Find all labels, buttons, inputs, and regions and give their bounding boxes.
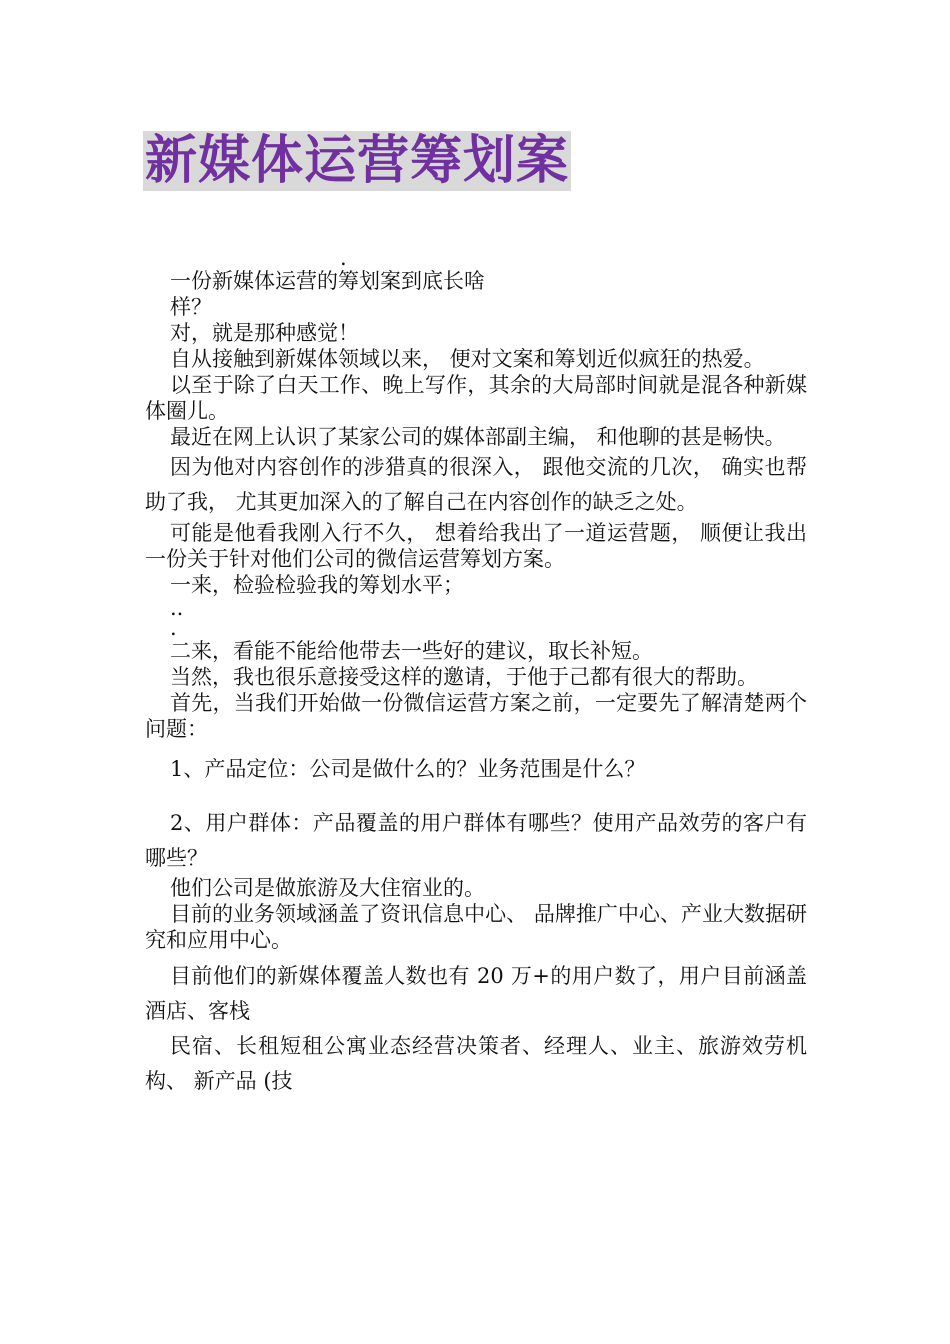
paragraph-18: 目前的业务领域涵盖了资讯信息中心、 品牌推广中心、产业大数据研究和应用中心。 [145,902,807,952]
paragraph-12: 二来，看能不能给他带去一些好的建议，取长补短。 [170,639,653,663]
paragraph-3: 对，就是那种感觉！ [170,321,359,345]
paragraph-20: 民宿、长租短租公寓业态经营决策者、经理人、业主、旅游效劳机构、 新产品 (技 [145,1034,807,1093]
paragraph-4: 自从接触到新媒体领域以来， 便对文案和筹划近似疯狂的热爱。 [170,347,765,371]
paragraph-16: 2、用户群体：产品覆盖的用户群体有哪些？使用产品效劳的客户有哪些？ [145,811,807,870]
paragraph-5: 以至于除了白天工作、晚上写作，其余的大局部时间就是混各种新媒体圈儿。 [145,373,807,423]
document-body [145,248,807,1099]
paragraph-6: 最近在网上认识了某家公司的媒体部副主编， 和他聊的甚是畅快。 [170,425,786,449]
paragraph-2: 样？ [170,295,212,319]
paragraph-15: 1、产品定位：公司是做什么的？业务范围是什么？ [170,757,646,781]
paragraph-14: 首先，当我们开始做一份微信运营方案之前，一定要先了解清楚两个问题： [145,691,807,741]
paragraph-8: 可能是他看我刚入行不久， 想着给我出了一道运营题， 顺便让我出一份关于针对他们公司的微信运营筹划方案。 [145,521,807,571]
paragraph-13: 当然，我也很乐意接受这样的邀请，于他于己都有很大的帮助。 [170,665,758,689]
paragraph-9: 一来，检验检验我的筹划水平； [170,573,464,597]
document-title: 新媒体运营筹划案 [145,131,570,191]
paragraph-0: . [340,246,347,270]
paragraph-17: 他们公司是做旅游及大住宿业的。 [170,876,485,900]
paragraph-1: 一份新媒体运营的筹划案到底长啥 [170,269,485,293]
paragraph-11: . [170,616,177,640]
paragraph-10: .. [170,596,184,620]
paragraph-7: 因为他对内容创作的涉猎真的很深入， 跟他交流的几次， 确实也帮助了我， 尤其更加深入的了解自己在内容创作的缺乏之处。 [145,455,807,514]
paragraph-19: 目前他们的新媒体覆盖人数也有 20 万+的用户数了，用户目前涵盖酒店、客栈 [145,964,807,1023]
